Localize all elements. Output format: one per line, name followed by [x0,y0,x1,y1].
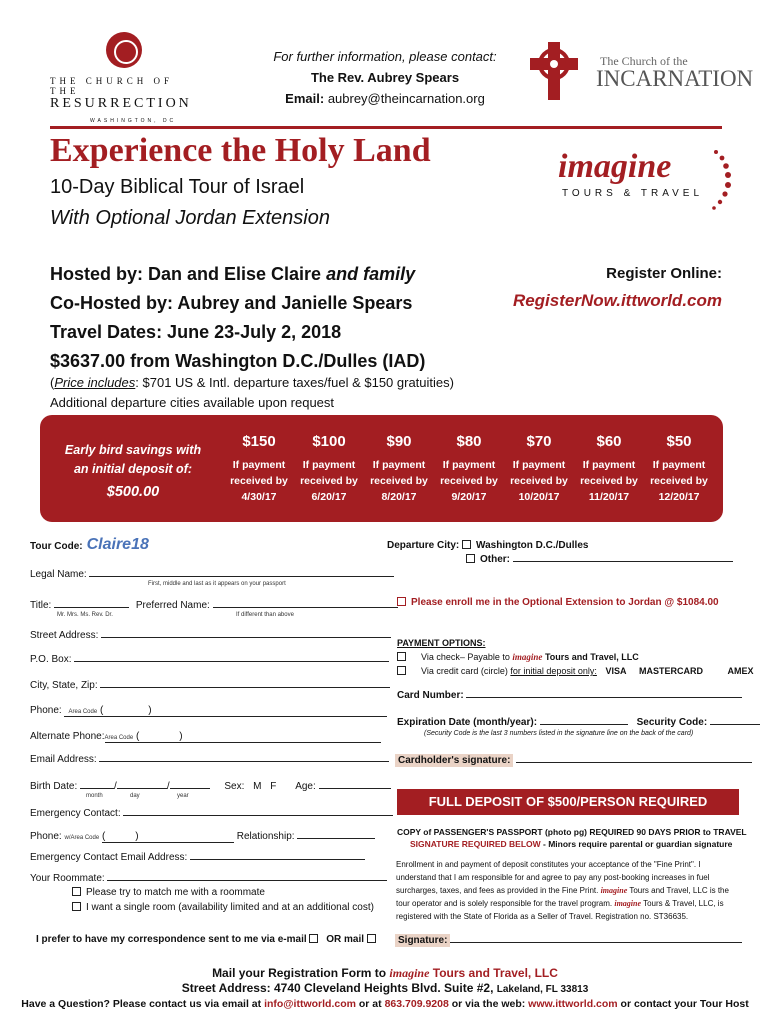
title-hint: Mr. Mrs. Ms. Rev. Dr. [57,612,113,618]
relationship-label: Relationship: [236,831,295,842]
tier-date: 11/20/17 [588,491,630,503]
tier-line: If payment [302,459,356,471]
contact-block [240,46,530,109]
contact-email[interactable]: aubrey@theincarnation.org [327,91,485,106]
birth-label: Birth Date: [30,781,78,792]
title-field[interactable] [54,607,129,608]
logo-text: imagine [558,148,672,185]
early-bird-band [40,415,723,522]
dep-other-field[interactable] [513,561,733,562]
dep-other-label: Other: [480,554,510,565]
tier-amount: $80 [456,433,482,450]
price-includes-text: : $701 US & Intl. departure taxes/fuel & $150 gratuities) [135,375,454,390]
alt-phone-label: Alternate Phone: [30,731,105,742]
email-label: Email: [285,91,325,106]
footer-street: 4740 Cleveland Heights Blvd. Suite #2, [273,981,494,995]
tier-line: If payment [372,459,426,471]
imagine-inline: imagine [512,652,543,662]
tier-line: If payment [232,459,286,471]
area-code-hint: Area Code [68,709,98,715]
expiration-label: Expiration Date (month/year): [397,717,538,728]
tier-amount: $70 [526,433,552,450]
mastercard-option[interactable]: MASTERCARD [638,666,703,676]
mail-instruction: Mail your Registration Form to [212,966,387,980]
jordan-extension-label: Please enroll me in the Optional Extension to Jordan @ $1084.00 [411,597,719,608]
month-hint: month [86,793,103,799]
deposit-amount: $500.00 [106,484,160,500]
tour-code-value: Claire18 [86,536,149,553]
footer-web-link[interactable]: www.ittworld.com [528,998,618,1010]
question-text: or at [358,998,382,1010]
fine-print-text: Tours and Travel, LLC is the tour operator and is solely responsible for the travel program. [396,886,729,908]
email-field[interactable] [99,761,389,762]
early-bird-label [58,441,208,502]
fine-print [396,858,741,923]
footer-city: Lakeland, FL 33813 [496,984,589,995]
birth-row: Birth Date: / / Sex: M F Age: [30,781,391,792]
hosted-by: Hosted by: Dan and Elise Claire [50,264,322,284]
tier-date: 9/20/17 [451,491,487,503]
minors-note: - Minors require parental or guardian signature [540,839,733,849]
birth-year-field[interactable] [170,788,210,789]
mail-company: Tours and Travel, LLC [432,966,558,980]
footer [20,966,750,1012]
emergency-email-field[interactable] [190,859,365,860]
emergency-email-label: Emergency Contact Email Address: [30,852,188,863]
tour-code [30,536,149,554]
imagine-logo [558,148,738,199]
register-link[interactable]: RegisterNow.ittworld.com [512,291,722,310]
roommate-field[interactable] [107,880,387,881]
alt-phone-field[interactable]: Area Code ( ) [105,731,381,743]
year-hint: year [177,793,189,799]
dots-arc-icon [708,148,738,218]
logo-text: WASHINGTON, DC [90,118,177,124]
preferred-name-field[interactable] [213,607,398,608]
question-text: Have a Question? Please contact us via email at [21,998,262,1010]
imagine-inline: imagine [389,966,430,980]
card-number-field[interactable] [466,697,742,698]
tier-date: 4/30/17 [241,491,277,503]
payment-options-heading: PAYMENT OPTIONS: [397,638,486,648]
email-label: Email Address: [30,754,97,765]
tier-line: received by [370,475,428,487]
early-bird-tier [366,433,432,505]
logo-text: THE CHURCH OF THE [50,76,174,96]
city-field[interactable] [100,687,390,688]
single-room-label: I want a single room (availability limited and at an additional cost) [86,902,374,913]
pay-check-payee: Tours and Travel, LLC [544,652,639,662]
tier-line: received by [440,475,498,487]
subtitle: 10-Day Biblical Tour of Israel [50,176,305,198]
preferred-name-label: Preferred Name: [135,600,210,611]
footer-phone[interactable]: 863.709.9208 [384,998,449,1010]
celtic-cross-icon [530,42,578,100]
street-field[interactable] [101,637,391,638]
passport-requirement: COPY of PASSENGER'S PASSPORT (photo pg) REQUIRED 90 DAYS PRIOR to TRAVEL [397,827,747,837]
price-includes-label: Price includes [54,375,136,390]
dep-washington-checkbox[interactable] [462,540,471,549]
early-bird-tier [436,433,502,505]
tier-amount: $60 [596,433,622,450]
signature-label: Signature: [395,934,450,947]
tour-code-label: Tour Code: [30,541,83,552]
contact-intro: For further information, please contact: [273,49,497,64]
birth-month-field[interactable] [80,788,114,789]
legal-name-field[interactable] [89,576,394,577]
age-field[interactable] [319,788,391,789]
early-bird-line: Early bird savings with [64,443,202,457]
tier-amount: $100 [312,433,346,450]
expiration-field[interactable] [540,724,628,725]
tier-line: If payment [442,459,496,471]
pay-credit-checkbox[interactable] [397,666,406,675]
city-label: City, State, Zip: [30,680,98,691]
fine-print-text: Enrollment in and payment of deposit constitutes your acceptance of the "Fine Print". I understand that I am responsible for and agree to pay any post-booking increases in fuel surcharges, taxes, and fees as provided in the Fine Print. [396,860,710,895]
relationship-field[interactable] [297,838,375,839]
departure-city [387,540,588,551]
dep-other-checkbox[interactable] [466,554,475,563]
po-box-field[interactable] [74,661,389,662]
tier-line: received by [230,475,288,487]
early-bird-tier [226,433,292,505]
early-bird-line: an initial deposit of: [73,462,193,476]
card-number-label: Card Number: [397,690,464,701]
street-label: Street Address: [30,630,99,641]
header-divider [50,126,722,129]
cardholder-signature-field[interactable] [516,762,752,763]
cohosted-by: Co-Hosted by: Aubrey and Janielle Spears [50,293,413,313]
sex-label: Sex: [224,781,245,792]
correspondence-label: I prefer to have my correspondence sent to me via e-mail [36,934,307,945]
imagine-inline: imagine [600,886,628,895]
security-code-field[interactable] [710,724,760,725]
security-code-note: (Security Code is the last 3 numbers listed in the signature line on the back of the card) [424,730,694,737]
cardholder-signature-label: Cardholder's signature: [395,754,513,767]
tour-details [50,260,425,376]
legal-name-label: Legal Name: [30,569,87,580]
fine-print-text: Tours & Travel, LLC, is registered with the State of Florida as a Seller of Travel. Registration no. ST36635. [396,899,724,921]
logo-text: TOURS & TRAVEL [562,188,704,199]
roommate-match-label: Please try to match me with a roommate [86,887,265,898]
preferred-name-hint: If different than above [236,612,294,618]
age-label: Age: [295,781,316,792]
or-mail-label: OR mail [326,934,365,945]
signature-field[interactable] [450,942,742,943]
tier-amount: $150 [242,433,276,450]
dep-washington-label: Washington D.C./Dulles [476,540,589,551]
footer-email-link[interactable]: info@ittworld.com [264,998,356,1010]
early-bird-tier [296,433,362,505]
area-code-hint: w/Area Code [64,835,100,841]
po-box-label: P.O. Box: [30,654,72,665]
departure-city-label: Departure City: [387,540,460,551]
roommate-match-checkbox[interactable] [72,887,81,896]
emergency-field[interactable] [123,815,393,816]
hosted-by-suffix: and family [326,264,416,284]
email-pref-checkbox[interactable] [309,934,318,943]
register-online [500,260,722,314]
question-text: or contact your Tour Host [620,998,749,1010]
phone-field[interactable]: Area Code ( ) [64,705,387,717]
travel-dates: Travel Dates: June 23-July 2, 2018 [50,322,342,342]
emergency-label: Emergency Contact: [30,808,121,819]
day-hint: day [130,793,140,799]
tier-amount: $90 [386,433,412,450]
tier-line: If payment [652,459,706,471]
street-label: Street Address: [181,981,271,995]
tier-line: If payment [582,459,636,471]
signature-required: SIGNATURE REQUIRED BELOW [410,839,541,849]
page-title: Experience the Holy Land [50,132,431,169]
mail-pref-checkbox[interactable] [367,934,376,943]
subtitle-extension: With Optional Jordan Extension [50,207,330,229]
roommate-label: Your Roommate: [30,873,105,884]
early-bird-tier [646,433,712,505]
register-label: Register Online: [606,265,722,282]
tour-price: $3637.00 from Washington D.C./Dulles (IAD) [50,351,426,371]
contact-name: The Rev. Aubrey Spears [310,70,460,85]
birth-day-field[interactable] [117,788,167,789]
tier-date: 6/20/17 [311,491,347,503]
legal-name-row [30,569,394,580]
sex-f-option[interactable]: F [270,781,277,792]
logo-text: The Church of the [600,54,688,68]
tier-line: received by [300,475,358,487]
area-code-hint: Area Code [104,735,134,741]
amex-option[interactable]: AMEX [727,666,754,676]
additional-cities-note: Additional departure cities available upon request [50,395,335,410]
pay-check-label: Via check– Payable to [421,652,510,662]
tier-line: received by [650,475,708,487]
imagine-inline: imagine [614,899,642,908]
price-includes [50,373,454,413]
tier-date: 8/20/17 [381,491,417,503]
sex-m-option[interactable]: M [253,781,262,792]
phone-label: Phone: [30,705,62,716]
logo-text: INCARNATION [596,66,754,91]
tier-line: received by [510,475,568,487]
church-seal-icon [106,32,142,68]
tier-line: If payment [512,459,566,471]
pay-credit-label: Via credit card (circle) [421,666,508,676]
pay-check-checkbox[interactable] [397,652,406,661]
tier-amount: $50 [666,433,692,450]
resurrection-logo [50,32,200,124]
logo-text: RESURRECTION [50,96,192,111]
security-code-label: Security Code: [636,717,708,728]
early-bird-tier [576,433,642,505]
tier-line: received by [580,475,638,487]
question-text: or via the web: [451,998,526,1010]
paren: ( [50,375,55,390]
full-deposit-banner: FULL DEPOSIT OF $500/PERSON REQUIRED [397,789,739,815]
title-row [30,600,398,611]
title-label: Title: [30,600,52,611]
early-bird-tier [506,433,572,505]
single-room-checkbox[interactable] [72,902,81,911]
tier-date: 10/20/17 [518,491,560,503]
visa-option[interactable]: VISA [605,666,627,676]
emergency-phone-field[interactable]: ( ) [102,831,234,843]
tier-date: 12/20/17 [658,491,700,503]
emergency-phone-label: Phone: [30,831,62,842]
jordan-checkbox[interactable] [397,597,406,606]
legal-name-hint: First, middle and last as it appears on your passport [148,581,286,587]
pay-credit-note: for initial deposit only: [510,666,597,676]
